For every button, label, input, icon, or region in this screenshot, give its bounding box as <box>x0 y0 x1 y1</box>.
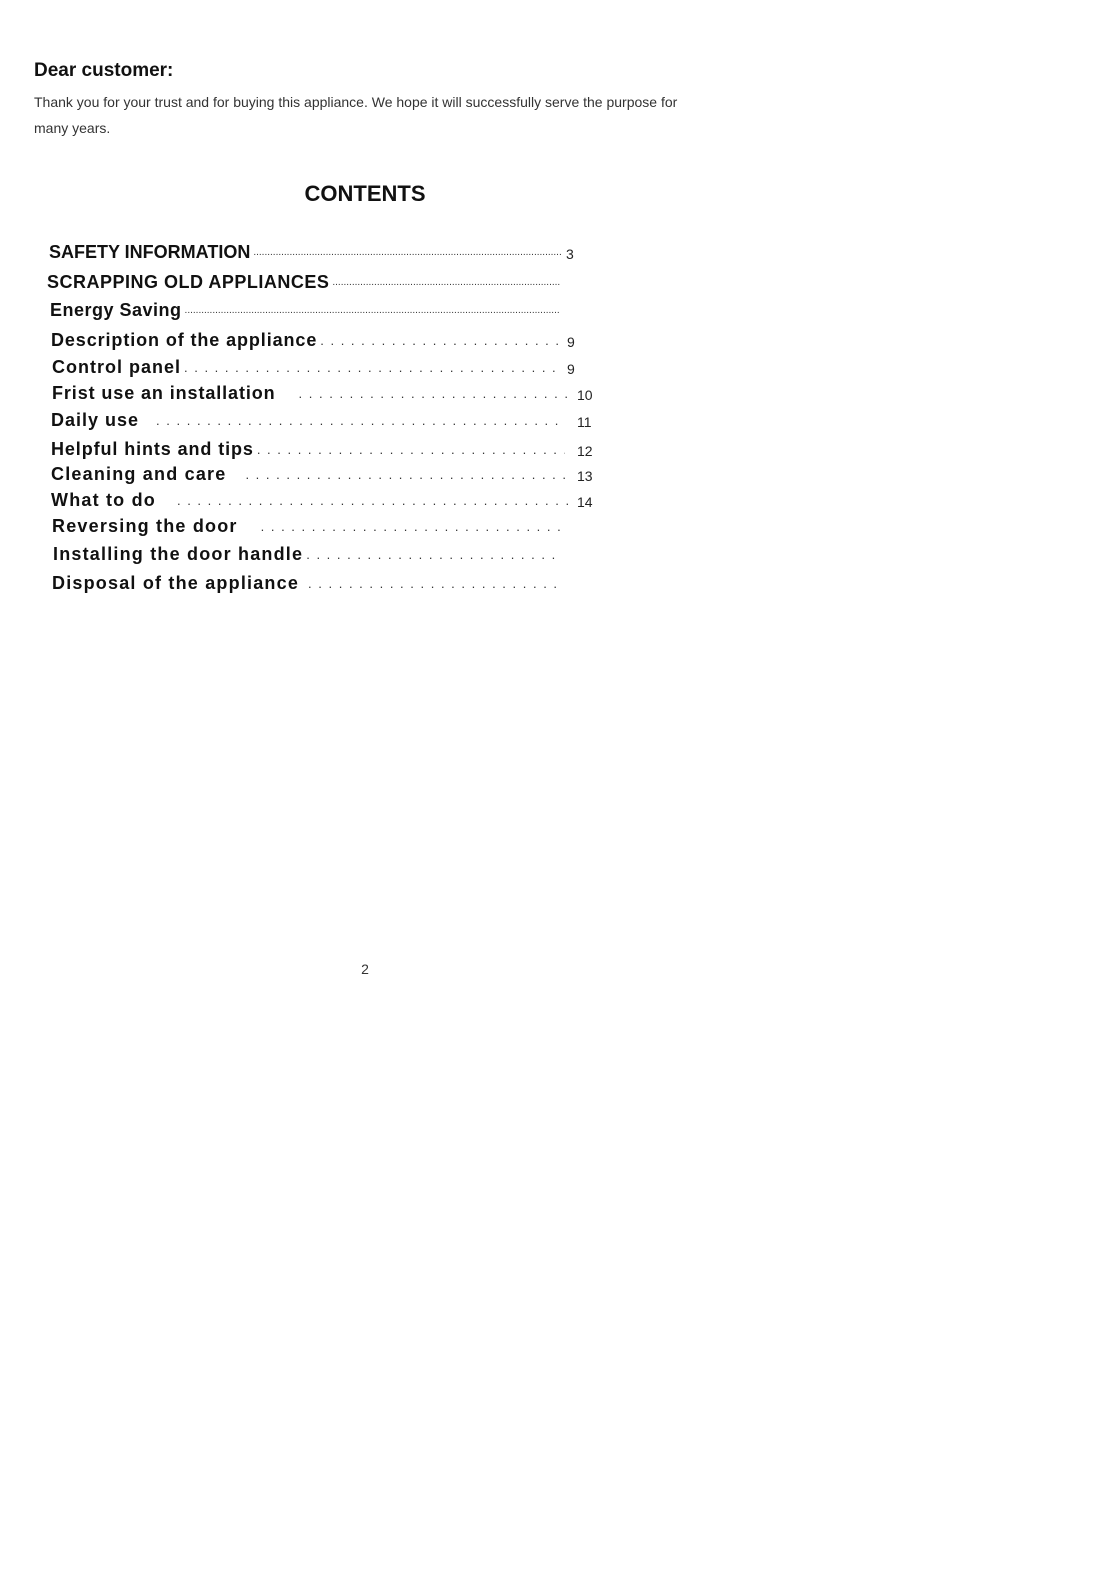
toc-item-label: Control panel <box>52 357 181 377</box>
toc-leader-dots <box>254 443 565 459</box>
toc-item-label: Daily use <box>51 410 140 430</box>
toc-leader-dots <box>153 414 565 430</box>
toc-item-page: 3 <box>566 246 574 262</box>
toc-item-label: Description of the appliance <box>51 330 318 350</box>
toc-leader-dots <box>242 468 565 484</box>
toc-item-page: 10 <box>577 387 593 403</box>
greeting-heading: Dear customer: <box>34 60 174 81</box>
toc-item-label: What to do <box>51 490 156 510</box>
toc-leader-dots <box>182 304 560 320</box>
toc-item-page: 13 <box>577 468 593 484</box>
toc-item-label: Frist use an installation <box>52 383 276 403</box>
toc-item-page: 9 <box>567 334 575 350</box>
toc-leader-dots <box>329 276 560 292</box>
toc-item-installing-the-door-handle <box>53 540 592 564</box>
toc-item-what-to-do <box>51 486 605 510</box>
toc-leader-dots <box>305 577 560 593</box>
toc-leader-dots <box>258 520 560 536</box>
toc-leader-dots <box>296 387 573 403</box>
toc-leader-dots <box>317 334 563 350</box>
toc-item-safety-information <box>49 238 594 262</box>
toc-item-label: Helpful hints and tips <box>51 439 254 459</box>
toc-item-page: 14 <box>577 494 593 510</box>
toc-item-label: Cleaning and care <box>51 464 227 484</box>
toc-item-label: SCRAPPING OLD APPLIANCES <box>47 272 330 292</box>
toc-item-page: 9 <box>567 361 575 377</box>
toc-item-label: Reversing the door <box>52 516 238 536</box>
toc-item-cleaning-and-care <box>51 460 605 484</box>
toc-item-energy-saving <box>50 296 592 320</box>
toc-leader-dots <box>181 361 563 377</box>
toc-item-daily-use <box>51 406 605 430</box>
toc-leader-dots <box>303 548 560 564</box>
toc-item-scrapping-old-appliances <box>47 268 592 292</box>
toc-item-disposal-of-the-appliance <box>52 569 592 593</box>
intro-paragraph: Thank you for your trust and for buying this appliance. We hope it will successfully serve the purpose for many years. <box>34 94 678 136</box>
toc-item-page: 12 <box>577 443 593 459</box>
toc-item-label: Disposal of the appliance <box>52 573 300 593</box>
toc-item-page: 11 <box>577 414 592 430</box>
toc-leader-dots <box>250 246 562 262</box>
toc-item-label: Energy Saving <box>50 300 182 320</box>
toc-item-first-use-installation <box>52 379 605 403</box>
page-number: 2 <box>361 961 369 977</box>
contents-title: CONTENTS <box>304 181 426 206</box>
toc-leader-dots <box>174 494 573 510</box>
toc-item-label: Installing the door handle <box>53 544 304 564</box>
toc-item-description-of-the-appliance <box>51 326 595 350</box>
toc-item-label: SAFETY INFORMATION <box>49 242 251 262</box>
toc-item-reversing-the-door <box>52 512 592 536</box>
toc-item-control-panel <box>52 353 595 377</box>
toc-item-helpful-hints-and-tips <box>51 435 605 459</box>
